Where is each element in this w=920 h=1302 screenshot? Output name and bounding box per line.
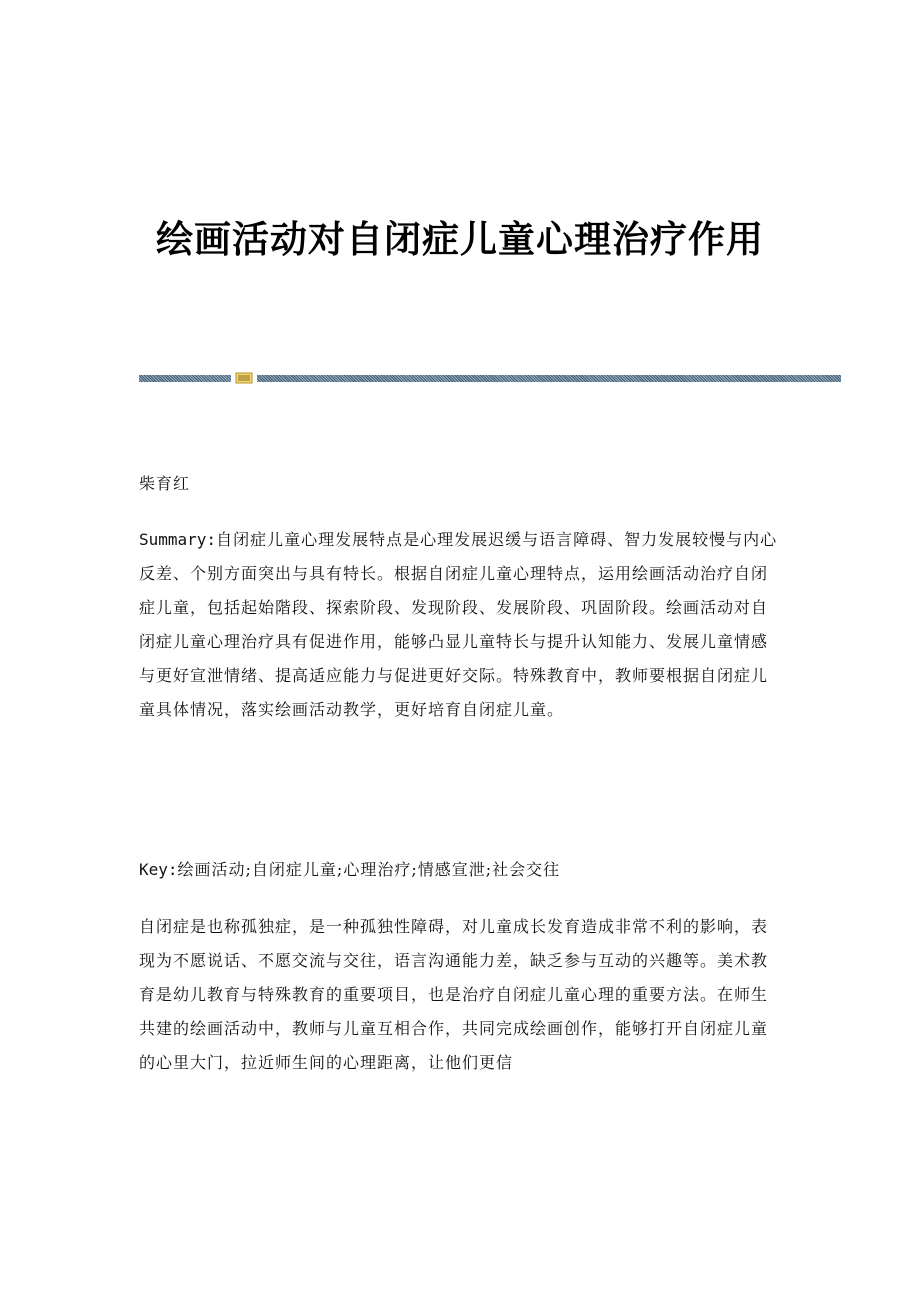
summary-text: 自闭症儿童心理发展特点是心理发展迟缓与语言障碍、智力发展较慢与内心反差、个别方面突出与具有特长。根据自闭症儿童心理特点，运用绘画活动治疗自闭症儿童，包括起始階段、探索阶段、发现阶段、发展阶段、巩固阶段。绘画活动对自闭症儿童心理治疗具有促进作用，能够凸显儿童特长与提升认知能力、发展儿童情感与更好宣泄情绪、提高适应能力与促进更好交际。特殊教育中，教师要根据自闭症儿童具体情况，落实绘画活动教学，更好培育自闭症儿童。 [139, 530, 778, 719]
divider-bar-left [139, 375, 231, 382]
keywords-line [139, 853, 779, 887]
divider-bar-right [257, 375, 841, 382]
summary-label: Summary: [139, 530, 217, 549]
author-name: 柴育红 [139, 474, 191, 493]
document-title: 绘画活动对自闭症儿童心理治疗作用 [156, 217, 764, 261]
keywords-label: Key: [139, 860, 178, 879]
title-divider [139, 371, 841, 385]
scroll-ornament-icon [235, 371, 253, 385]
keywords-text: 绘画活动;自闭症儿童;心理治疗;情感宣泄;社会交往 [177, 860, 561, 879]
body-paragraph: 自闭症是也称孤独症，是一种孤独性障碍，对儿童成长发育造成非常不利的影响，表现为不愿说话、不愿交流与交往，语言沟通能力差，缺乏参与互动的兴趣等。美术教育是幼儿教育与特殊教育的重要项目，也是治疗自闭症儿童心理的重要方法。在师生共建的绘画活动中，教师与儿童互相合作，共同完成绘画创作，能够打开自闭症儿童的心里大门，拉近师生间的心理距离，让他们更信 [139, 917, 769, 1072]
summary-paragraph [139, 523, 779, 727]
